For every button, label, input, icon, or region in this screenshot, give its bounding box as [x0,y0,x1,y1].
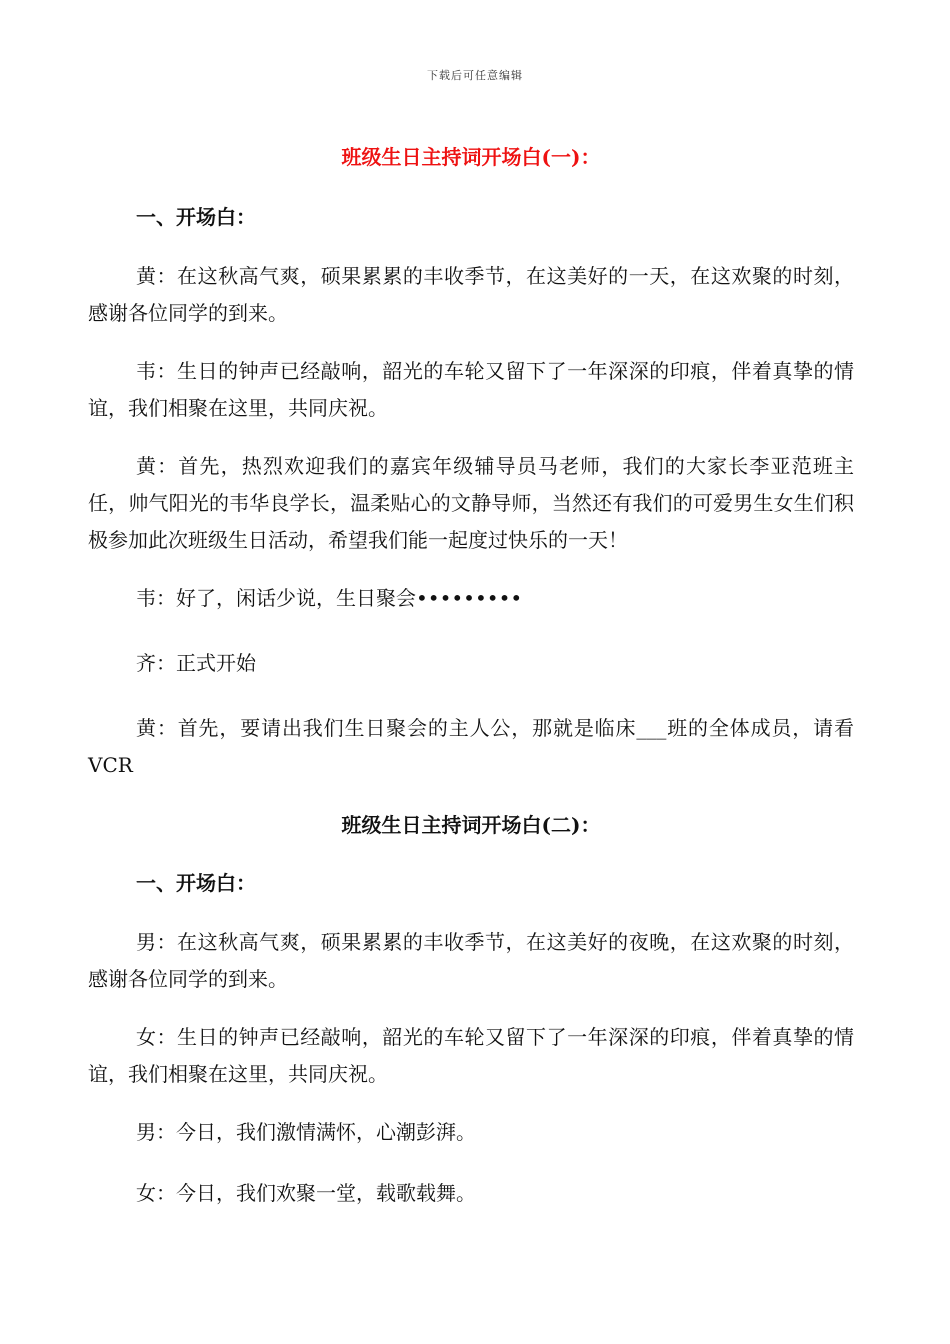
section-heading-2: 一、开场白： [136,871,256,895]
section-heading-1: 一、开场白： [136,205,256,229]
paragraph-2-1: 男：在这秋高气爽，硕果累累的丰收季节，在这美好的夜晚，在这欢聚的时刻，感谢各位同学的到来。 [88,930,854,991]
paragraph-2-3: 男：今日，我们激情满怀，心潮彭湃。 [136,1120,476,1144]
paragraph-1-3: 黄：首先，热烈欢迎我们的嘉宾年级辅导员马老师，我们的大家长李亚范班主任，帅气阳光的韦华良学长，温柔贴心的文静导师，当然还有我们的可爱男生女生们积极参加此次班级生日活动，希望我们能一起度过快乐的一天！ [88,454,854,552]
paragraph-2-4: 女：今日，我们欢聚一堂，载歌载舞。 [136,1181,476,1205]
header-note: 下载后可任意编辑 [427,69,523,82]
document-body [88,140,854,1212]
paragraph-2-2: 女：生日的钟声已经敲响，韶光的车轮又留下了一年深深的印痕，伴着真挚的情谊，我们相聚在这里，共同庆祝。 [88,1025,854,1086]
paragraph-1-2: 韦：生日的钟声已经敲响，韶光的车轮又留下了一年深深的印痕，伴着真挚的情谊，我们相聚在这里，共同庆祝。 [88,359,854,420]
paragraph-1-1: 黄：在这秋高气爽，硕果累累的丰收季节，在这美好的一天，在这欢聚的时刻，感谢各位同学的到来。 [88,264,854,325]
paragraph-1-6: 黄：首先，要请出我们生日聚会的主人公，那就是临床___班的全体成员，请看VCR [88,716,854,777]
paragraph-1-4: 韦：好了，闲话少说，生日聚会••••••••• [136,586,523,610]
title-part-1: 班级生日主持词开场白(一)： [341,145,601,169]
title-part-2: 班级生日主持词开场白(二)： [341,813,601,837]
paragraph-1-5: 齐：正式开始 [136,651,256,675]
